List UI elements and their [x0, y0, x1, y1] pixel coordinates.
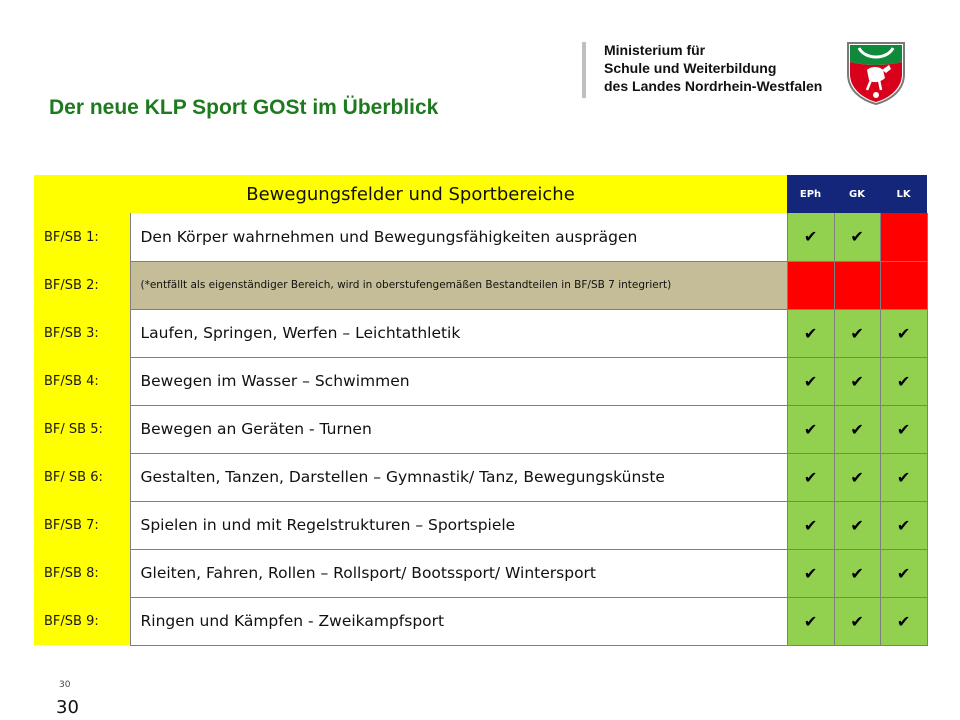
nrw-crest-icon	[845, 40, 907, 106]
checkmark-icon: ✔	[834, 453, 880, 501]
table-row	[34, 405, 927, 453]
table-row	[34, 501, 927, 549]
row-description: Ringen und Kämpfen - Zweikampfsport	[130, 597, 787, 645]
table-row	[34, 309, 927, 357]
table-row	[34, 453, 927, 501]
table-row	[34, 597, 927, 645]
ministry-line-2: Schule und Weiterbildung	[604, 60, 777, 76]
row-code: BF/ SB 6:	[34, 453, 130, 501]
row-description: Spielen in und mit Regelstrukturen – Sportspiele	[130, 501, 787, 549]
row-code: BF/SB 1:	[34, 213, 130, 261]
checkmark-icon: ✔	[880, 453, 927, 501]
checkmark-icon: ✔	[880, 597, 927, 645]
checkmark-icon: ✔	[787, 501, 834, 549]
row-code: BF/SB 3:	[34, 309, 130, 357]
row-code: BF/SB 8:	[34, 549, 130, 597]
ministry-name	[604, 41, 822, 95]
not-offered-cell	[880, 213, 927, 261]
row-code: BF/SB 4:	[34, 357, 130, 405]
not-offered-cell	[787, 261, 834, 309]
table-row	[34, 261, 927, 309]
checkmark-icon: ✔	[787, 549, 834, 597]
checkmark-icon: ✔	[880, 405, 927, 453]
row-description: Gestalten, Tanzen, Darstellen – Gymnastik/ Tanz, Bewegungskünste	[130, 453, 787, 501]
checkmark-icon: ✔	[834, 597, 880, 645]
table-row	[34, 213, 927, 261]
row-description: Laufen, Springen, Werfen – Leichtathletik	[130, 309, 787, 357]
page-number-small: 30	[59, 680, 71, 690]
checkmark-icon: ✔	[787, 405, 834, 453]
row-code: BF/ SB 5:	[34, 405, 130, 453]
row-description: (*entfällt als eigenständiger Bereich, wird in oberstufengemäßen Bestandteilen in BF/SB 7 integriert)	[130, 261, 787, 309]
checkmark-icon: ✔	[880, 309, 927, 357]
row-description: Bewegen im Wasser – Schwimmen	[130, 357, 787, 405]
not-offered-cell	[880, 261, 927, 309]
row-code: BF/SB 7:	[34, 501, 130, 549]
page-number: 30	[56, 697, 79, 718]
table-row	[34, 549, 927, 597]
column-header-lk: LK	[880, 175, 927, 213]
checkmark-icon: ✔	[787, 357, 834, 405]
checkmark-icon: ✔	[834, 405, 880, 453]
not-offered-cell	[834, 261, 880, 309]
checkmark-icon: ✔	[834, 357, 880, 405]
ministry-line-3: des Landes Nordrhein-Westfalen	[604, 78, 823, 94]
column-header-eph: EPh	[787, 175, 834, 213]
row-code: BF/SB 2:	[34, 261, 130, 309]
table-header-row	[34, 175, 927, 213]
row-description: Gleiten, Fahren, Rollen – Rollsport/ Bootssport/ Wintersport	[130, 549, 787, 597]
checkmark-icon: ✔	[880, 501, 927, 549]
ministry-divider	[582, 42, 586, 98]
ministry-line-1: Ministerium für	[604, 42, 706, 58]
table-row	[34, 357, 927, 405]
row-code: BF/SB 9:	[34, 597, 130, 645]
checkmark-icon: ✔	[834, 309, 880, 357]
checkmark-icon: ✔	[834, 501, 880, 549]
checkmark-icon: ✔	[787, 213, 834, 261]
checkmark-icon: ✔	[880, 549, 927, 597]
page-title: Der neue KLP Sport GOSt im Überblick	[49, 96, 439, 119]
checkmark-icon: ✔	[787, 309, 834, 357]
row-description: Bewegen an Geräten - Turnen	[130, 405, 787, 453]
row-description: Den Körper wahrnehmen und Bewegungsfähigkeiten ausprägen	[130, 213, 787, 261]
checkmark-icon: ✔	[834, 549, 880, 597]
checkmark-icon: ✔	[787, 453, 834, 501]
checkmark-icon: ✔	[834, 213, 880, 261]
checkmark-icon: ✔	[880, 357, 927, 405]
column-header-gk: GK	[834, 175, 880, 213]
sport-areas-table	[34, 175, 928, 646]
table-title: Bewegungsfelder und Sportbereiche	[34, 175, 787, 213]
checkmark-icon: ✔	[787, 597, 834, 645]
